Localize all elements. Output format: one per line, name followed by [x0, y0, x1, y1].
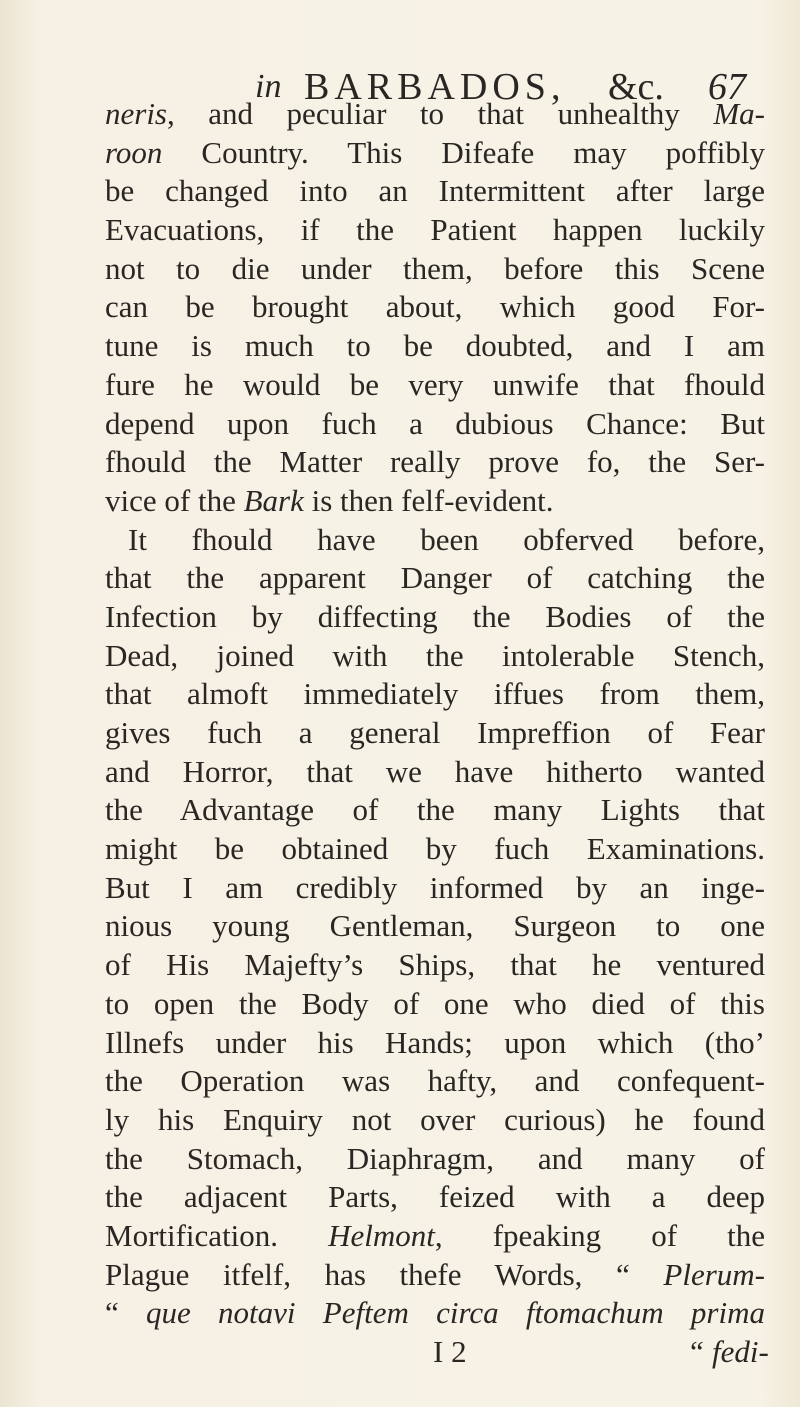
- text-segment: fure he would be very unwife that fhould: [105, 366, 765, 402]
- text-segment: “: [105, 1295, 147, 1331]
- text-segment: , and peculiar to that unhealthy: [167, 96, 714, 131]
- text-line: [105, 1062, 765, 1101]
- text-segment: Plague itfelf, has thefe Words, “: [105, 1256, 664, 1292]
- text-segment: fhould the Matter really prove fo, the Ser-: [105, 444, 765, 480]
- italic-text: Bark: [243, 482, 304, 518]
- text-line: [105, 830, 765, 869]
- text-line: [105, 598, 765, 637]
- text-segment: ly his Enquiry not over curious) he found: [105, 1101, 765, 1137]
- text-line: [105, 366, 765, 405]
- text-line: [105, 559, 765, 598]
- text-segment: gives fuch a general Impreffion of Fear: [105, 715, 765, 750]
- italic-text: neris: [105, 96, 167, 131]
- text-line: [105, 1178, 765, 1217]
- text-segment: tune is much to be doubted, and I am: [105, 328, 765, 364]
- header-title: BARBADOS,: [304, 66, 566, 108]
- text-line: [105, 172, 765, 211]
- catchword: “ fedi-: [687, 1334, 769, 1369]
- text-segment: the Advantage of the many Lights that: [105, 792, 765, 828]
- text-segment: It fhould have been obferved before,: [128, 521, 765, 557]
- text-segment: depend upon fuch a dubious Chance: But: [105, 405, 765, 441]
- text-line: [105, 637, 765, 676]
- text-segment: that almoft immediately iffues from them,: [105, 676, 765, 712]
- text-segment: can be brought about, which good For-: [105, 289, 765, 325]
- text-line: [105, 134, 765, 173]
- text-segment: and Horror, that we have hitherto wanted: [105, 753, 765, 789]
- text-line: [105, 753, 765, 792]
- text-segment: the Operation was hafty, and confequent-: [105, 1063, 765, 1099]
- text-line: [105, 946, 765, 985]
- text-segment: of His Majefty’s Ships, that he ventured: [105, 947, 765, 983]
- text-segment: the Stomach, Diaphragm, and many of: [105, 1140, 765, 1176]
- text-segment: nious young Gentleman, Surgeon to one: [105, 908, 765, 944]
- text-segment: But I am credibly informed by an inge-: [105, 869, 765, 905]
- text-line: [105, 288, 765, 327]
- text-segment: not to die under them, before this Scene: [105, 250, 765, 286]
- text-segment: Illnefs under his Hands; upon which (tho’: [105, 1024, 765, 1060]
- text-segment: Evacuations, if the Patient happen luckily: [105, 212, 765, 248]
- text-segment: is then felf-evident.: [303, 482, 554, 518]
- text-line: [105, 95, 765, 134]
- text-segment: Infection by diffecting the Bodies of the: [105, 598, 765, 634]
- text-line: [105, 675, 765, 714]
- text-line: [105, 1101, 765, 1140]
- text-line: [105, 327, 765, 366]
- text-line: [105, 1217, 765, 1256]
- header-prefix: in: [255, 68, 282, 105]
- page-number: 67: [708, 66, 746, 108]
- text-line: [105, 405, 765, 444]
- text-line: [105, 714, 765, 753]
- italic-text: roon: [105, 134, 163, 170]
- italic-text: que notavi Peftem circa ftomachum prima: [146, 1295, 765, 1331]
- text-line: [105, 985, 765, 1024]
- text-line: [105, 1256, 765, 1295]
- italic-text: Helmont: [328, 1217, 435, 1253]
- text-line: [105, 443, 765, 482]
- text-segment: be changed into an Intermittent after large: [105, 173, 765, 209]
- text-line: [105, 211, 765, 250]
- text-line: [105, 869, 765, 908]
- text-segment: to open the Body of one who died of this: [105, 985, 765, 1021]
- text-line: [105, 1024, 765, 1063]
- text-line: [105, 482, 765, 521]
- text-segment: that the apparent Danger of catching the: [105, 560, 765, 596]
- italic-text: Ma-: [713, 96, 765, 131]
- italic-text: Plerum-: [663, 1256, 765, 1292]
- signature-mark: I 2: [433, 1334, 467, 1369]
- text-line: [105, 1140, 765, 1179]
- text-segment: vice of the: [105, 482, 244, 518]
- text-segment: , fpeaking of the: [434, 1217, 766, 1253]
- header-etc: &c.: [608, 66, 664, 108]
- text-line: [105, 791, 765, 830]
- text-segment: Dead, joined with the intolerable Stench,: [105, 637, 765, 673]
- text-line: [105, 1294, 765, 1333]
- text-segment: Country. This Difeafe may poffibly: [162, 134, 765, 170]
- body-text: [105, 95, 769, 1372]
- text-line: [105, 250, 765, 289]
- text-line: [105, 907, 765, 946]
- page-footer: [105, 1333, 769, 1372]
- text-segment: might be obtained by fuch Examinations.: [105, 831, 765, 867]
- text-segment: the adjacent Parts, feized with a deep: [105, 1179, 765, 1215]
- text-segment: Mortification.: [105, 1217, 329, 1253]
- text-line: [105, 521, 765, 560]
